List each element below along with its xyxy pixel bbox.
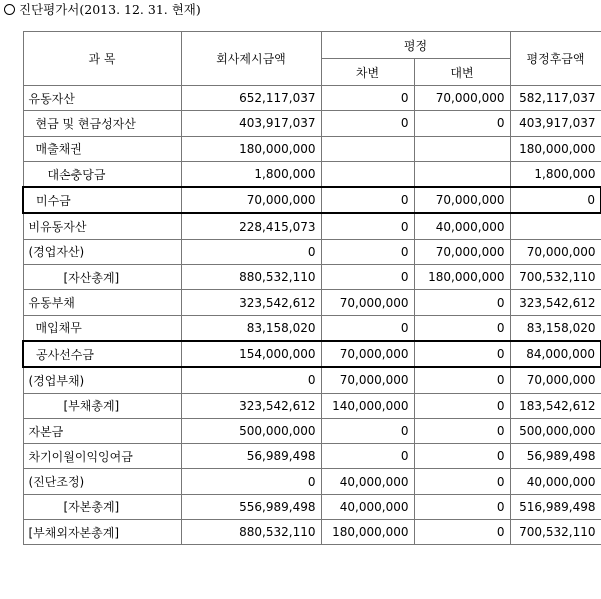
row-label: 현금 및 현금성자산 <box>23 111 181 136</box>
row-label: 공사선수금 <box>23 341 181 367</box>
header-company-amount: 회사제시금액 <box>181 32 321 86</box>
after-amount: 183,542,612 <box>510 393 601 418</box>
credit-amount: 0 <box>414 444 510 469</box>
company-amount: 323,542,612 <box>181 393 321 418</box>
row-label: 매입채무 <box>23 315 181 341</box>
row-label: (진단조정) <box>23 469 181 494</box>
company-amount: 70,000,000 <box>181 187 321 213</box>
company-amount: 880,532,110 <box>181 265 321 290</box>
debit-amount: 0 <box>321 213 414 239</box>
company-amount: 652,117,037 <box>181 86 321 111</box>
document-title <box>4 0 201 20</box>
debit-amount: 0 <box>321 315 414 341</box>
credit-amount: 70,000,000 <box>414 187 510 213</box>
debit-amount: 140,000,000 <box>321 393 414 418</box>
row-label: [자산총계] <box>23 265 181 290</box>
row-label: 차기이월이익잉여금 <box>23 444 181 469</box>
row-label: 자본금 <box>23 418 181 443</box>
row-label: [부채총계] <box>23 393 181 418</box>
credit-amount: 0 <box>414 290 510 315</box>
after-amount: 1,800,000 <box>510 161 601 187</box>
header-evaluation: 평정 <box>321 32 510 59</box>
debit-amount: 40,000,000 <box>321 494 414 519</box>
debit-amount: 0 <box>321 265 414 290</box>
company-amount: 880,532,110 <box>181 520 321 545</box>
debit-amount: 0 <box>321 444 414 469</box>
table-row <box>23 86 601 111</box>
row-label: 유동부채 <box>23 290 181 315</box>
row-label: (경업자산) <box>23 239 181 264</box>
debit-amount: 0 <box>321 111 414 136</box>
debit-amount: 40,000,000 <box>321 469 414 494</box>
credit-amount: 0 <box>414 367 510 393</box>
table-row <box>23 367 601 393</box>
credit-amount: 0 <box>414 315 510 341</box>
company-amount: 0 <box>181 367 321 393</box>
table-row <box>23 469 601 494</box>
row-label: 유동자산 <box>23 86 181 111</box>
row-label: 대손충당금 <box>23 161 181 187</box>
after-amount: 582,117,037 <box>510 86 601 111</box>
debit-amount: 0 <box>321 86 414 111</box>
credit-amount: 180,000,000 <box>414 265 510 290</box>
company-amount: 83,158,020 <box>181 315 321 341</box>
table-row <box>23 239 601 264</box>
header-credit: 대변 <box>414 59 510 86</box>
after-amount: 70,000,000 <box>510 367 601 393</box>
table-row <box>23 418 601 443</box>
row-label: 비유동자산 <box>23 213 181 239</box>
after-amount: 700,532,110 <box>510 520 601 545</box>
credit-amount: 0 <box>414 469 510 494</box>
company-amount: 0 <box>181 239 321 264</box>
company-amount: 1,800,000 <box>181 161 321 187</box>
row-label: 매출채권 <box>23 136 181 161</box>
row-label: [부채외자본총계] <box>23 520 181 545</box>
debit-amount <box>321 136 414 161</box>
company-amount: 228,415,073 <box>181 213 321 239</box>
debit-amount: 0 <box>321 418 414 443</box>
after-amount: 56,989,498 <box>510 444 601 469</box>
credit-amount: 0 <box>414 494 510 519</box>
table-row <box>23 213 601 239</box>
company-amount: 56,989,498 <box>181 444 321 469</box>
credit-amount: 0 <box>414 520 510 545</box>
after-amount: 403,917,037 <box>510 111 601 136</box>
table-row <box>23 315 601 341</box>
table-row <box>23 161 601 187</box>
credit-amount: 0 <box>414 341 510 367</box>
debit-amount: 180,000,000 <box>321 520 414 545</box>
header-subject: 과 목 <box>23 32 181 86</box>
row-label: 미수금 <box>23 187 181 213</box>
table-row-highlighted <box>23 187 601 213</box>
credit-amount <box>414 136 510 161</box>
table-row <box>23 111 601 136</box>
table-row <box>23 520 601 545</box>
after-amount: 84,000,000 <box>510 341 601 367</box>
evaluation-table <box>22 31 601 545</box>
credit-amount: 0 <box>414 111 510 136</box>
after-amount: 70,000,000 <box>510 239 601 264</box>
header-debit: 차변 <box>321 59 414 86</box>
table-row <box>23 290 601 315</box>
company-amount: 500,000,000 <box>181 418 321 443</box>
credit-amount: 70,000,000 <box>414 86 510 111</box>
table-row <box>23 265 601 290</box>
debit-amount: 70,000,000 <box>321 290 414 315</box>
table-row <box>23 136 601 161</box>
company-amount: 0 <box>181 469 321 494</box>
circle-bullet-icon <box>4 4 15 15</box>
table-header-row-1 <box>23 32 601 59</box>
table-row-highlighted <box>23 341 601 367</box>
after-amount: 40,000,000 <box>510 469 601 494</box>
after-amount: 180,000,000 <box>510 136 601 161</box>
debit-amount <box>321 161 414 187</box>
company-amount: 556,989,498 <box>181 494 321 519</box>
company-amount: 323,542,612 <box>181 290 321 315</box>
company-amount: 403,917,037 <box>181 111 321 136</box>
after-amount: 500,000,000 <box>510 418 601 443</box>
credit-amount: 0 <box>414 393 510 418</box>
credit-amount: 40,000,000 <box>414 213 510 239</box>
table-row <box>23 494 601 519</box>
credit-amount: 0 <box>414 418 510 443</box>
after-amount: 0 <box>510 187 601 213</box>
company-amount: 154,000,000 <box>181 341 321 367</box>
credit-amount: 70,000,000 <box>414 239 510 264</box>
title-text: 진단평가서(2013. 12. 31. 현재) <box>19 2 201 17</box>
table-row <box>23 393 601 418</box>
after-amount <box>510 213 601 239</box>
debit-amount: 70,000,000 <box>321 341 414 367</box>
header-after-amount: 평정후금액 <box>510 32 601 86</box>
company-amount: 180,000,000 <box>181 136 321 161</box>
after-amount: 700,532,110 <box>510 265 601 290</box>
row-label: (경업부채) <box>23 367 181 393</box>
debit-amount: 0 <box>321 187 414 213</box>
after-amount: 83,158,020 <box>510 315 601 341</box>
after-amount: 516,989,498 <box>510 494 601 519</box>
after-amount: 323,542,612 <box>510 290 601 315</box>
row-label: [자본총계] <box>23 494 181 519</box>
table-row <box>23 444 601 469</box>
debit-amount: 70,000,000 <box>321 367 414 393</box>
debit-amount: 0 <box>321 239 414 264</box>
credit-amount <box>414 161 510 187</box>
